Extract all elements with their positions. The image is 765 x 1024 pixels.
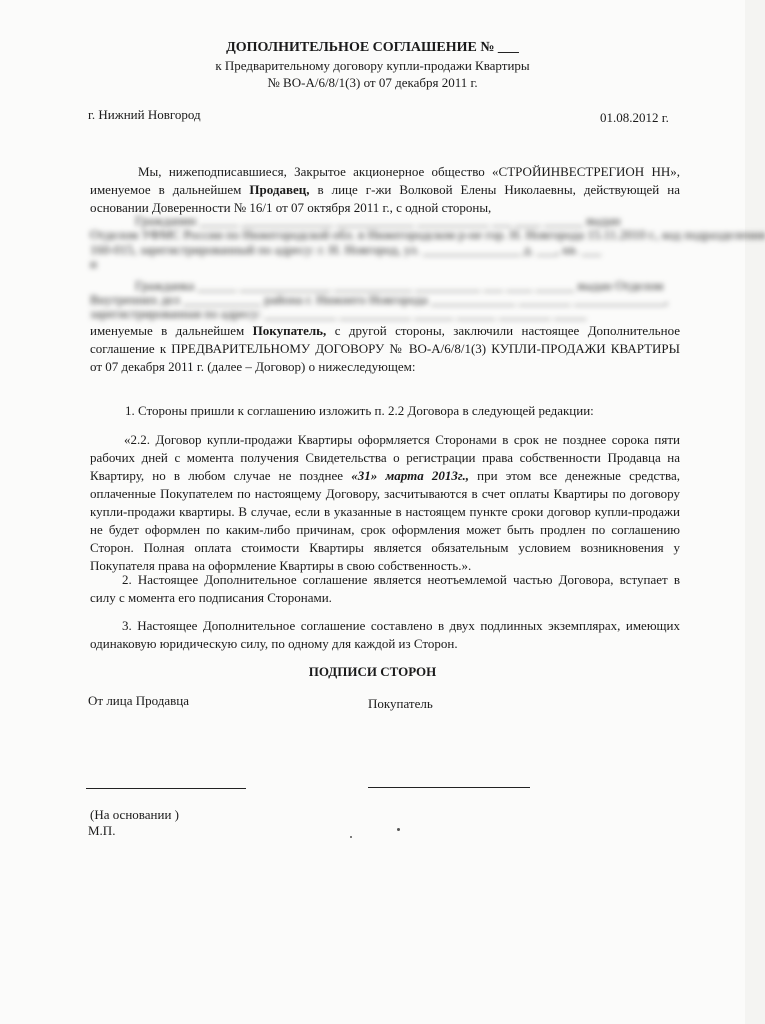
document-subtitle-line1: к Предварительному договору купли-продажи Квартиры — [215, 58, 530, 73]
redacted-line-5: Гражданка ______ ______________ ____________ __________ ___ ____ ______ выдан Отделом — [135, 278, 664, 293]
redacted-line-1: Гражданин ______ ______________ ____________ ___________ ___ ____ ______ выдан — [135, 213, 621, 228]
seller-signature-label: От лица Продавца — [88, 693, 190, 708]
buyer-signature-label: Покупатель — [368, 696, 433, 711]
buyer-clause-part2: с другой стороны, заключили настоящее Дополнительное соглашение к ПРЕДВАРИТЕЛЬНОМУ ДОГОВОРУ № ВО-А/6/8/1(3) КУПЛИ-ПРОДАЖИ КВАРТИРЫ от 07 декабря 2011 г. (далее – Договор) о нижеследующем: — [90, 323, 680, 374]
quote-deadline: «31» марта 2013г., — [351, 468, 469, 483]
buyer-clause-paragraph — [90, 322, 680, 376]
buyer-term: Покупатель, — [252, 323, 327, 338]
document-title: ДОПОЛНИТЕЛЬНОЕ СОГЛАШЕНИЕ № ___ — [226, 40, 519, 55]
quote-part2: при этом все денежные средства, оплаченные Покупателем по настоящему Договору, засчитываются в счет оплаты Квартиры по договору купли-продажи квартиры. В случае, если в указанные в настоящем пункте сроки договор купли-продажи не будет оформлен по каким-либо причинам, срок оформления может быть продлен по соглашению Сторон. Полная оплата стоимости Квартиры является обязательным условием возникновения у Покупателя права на оформление Квартиры в свою собственность.». — [90, 468, 680, 573]
item-2: 2. Настоящее Дополнительное соглашение является неотъемлемой частью Договора, вступает в силу с момента его подписания Сторонами. — [90, 572, 680, 605]
intro-text-part2: в лице г-жи Волковой Елены Николаевны, действующей на основании Доверенности № 16/1 от 07 октября 2011 г., с одной стороны, — [90, 182, 680, 215]
quote-part1: «2.2. Договор купли-продажи Квартиры оформляется Сторонами в срок не позднее сорока пяти рабочих дней с момента получения Свидетельства о регистрации права собственности Продавца на Квартиру, но в любом случае не позднее — [90, 432, 680, 483]
redacted-line-7: зарегистрированная по адресу: ___________ ___________ ______ ______ ________ _____ — [90, 306, 587, 321]
document-date: 01.08.2012 г. — [600, 110, 669, 125]
redacted-line-4: и — [90, 256, 97, 271]
item-3: 3. Настоящее Дополнительное соглашение составлено в двух подлинных экземплярах, имеющих одинаковую юридическую силу, по одному для каждой из Сторон. — [90, 618, 680, 651]
redacted-line-2: Отделом УФМС России по Нижегородской обл. в Нижегородском р-не гор. Н. Новгорода 15.11.2010 г., код подразделения — [90, 227, 765, 242]
seller-term: Продавец, — [249, 182, 310, 197]
intro-paragraph — [90, 163, 680, 217]
scan-speck — [397, 828, 400, 831]
buyer-signature-line — [368, 787, 530, 788]
document-subtitle-line2: № ВО-А/6/8/1(3) от 07 декабря 2011 г. — [267, 75, 478, 90]
document-place: г. Нижний Новгород — [88, 107, 201, 122]
intro-text-part1: Мы, нижеподписавшиеся, Закрытое акционерное общество «СТРОЙИНВЕСТРЕГИОН НН», именуемое в дальнейшем — [90, 164, 680, 197]
quoted-clause-2-2 — [90, 431, 680, 575]
seller-signature-line — [86, 788, 246, 789]
redacted-line-3: 160-015, зарегистрированный по адресу: г. Н. Новгород, ул. _______________ д. ___, кв. ___ — [90, 242, 602, 257]
buyer-clause-part1: именуемые в дальнейшем — [90, 323, 253, 338]
redacted-line-6: Внутренних дел ____________ района г. Нижнего Новгорода _____________ ________ ______________, — [90, 292, 669, 307]
signatures-heading: ПОДПИСИ СТОРОН — [308, 664, 437, 679]
seller-basis-note: (На основании ) — [90, 807, 179, 822]
stamp-place-label: М.П. — [88, 823, 116, 838]
scan-speck — [350, 836, 352, 838]
item-1: 1. Стороны пришли к соглашению изложить п. 2.2 Договора в следующей редакции: — [125, 403, 594, 418]
